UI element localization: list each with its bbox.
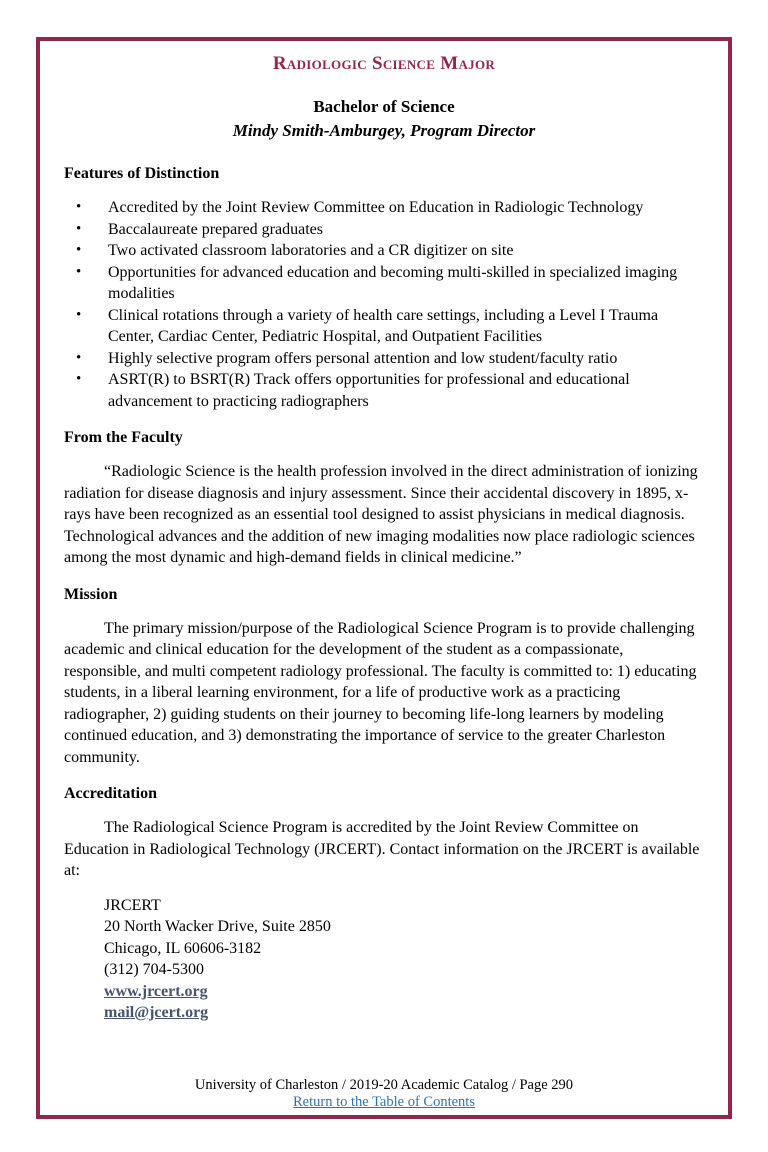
return-to-toc-link[interactable]: Return to the Table of Contents xyxy=(293,1094,475,1110)
list-item: • Opportunities for advanced education and becoming multi-skilled in specialized imaging modalities xyxy=(74,262,704,305)
jrcert-website-link[interactable]: www.jrcert.org xyxy=(104,982,208,1000)
program-director: Mindy Smith-Amburgey, Program Director xyxy=(232,121,536,140)
list-item: • Accredited by the Joint Review Committee on Education in Radiologic Technology xyxy=(74,197,704,219)
features-list xyxy=(74,197,704,412)
faculty-paragraph: “Radiologic Science is the health profession involved in the direct administration of ionizing radiation for disease diagnosis and injury assessment. Since their accidental discovery in 1895, x-rays have been recognized as an essential tool designed to assist physicians in medical diagnosis. Technological advances and the addition of new imaging modalities now place radiologic sciences among the most dynamic and high-demand fields in clinical medicine.” xyxy=(64,463,698,566)
list-item: • Clinical rotations through a variety of health care settings, including a Level I Trauma Center, Cardiac Center, Pediatric Hospital, and Outpatient Facilities xyxy=(74,305,704,348)
contact-name: JRCERT xyxy=(104,896,161,914)
mission-paragraph: The primary mission/purpose of the Radiological Science Program is to provide challenging academic and clinical education for the development of the student as a compassionate, responsible, and multi competent radiology professional. The faculty is committed to: 1) educating students, in a liberal learning environment, for a life of productive work as a practicing radiographer, 2) guiding students on their journey to becoming life-long learners by modeling continued education, and 3) demonstrating the importance of service to the greater Charleston community. xyxy=(64,619,697,766)
contact-address-line1: 20 North Wacker Drive, Suite 2850 xyxy=(104,918,331,935)
degree-subtitle: Bachelor of Science xyxy=(313,97,455,116)
list-item: • Baccalaureate prepared graduates xyxy=(74,219,704,241)
jrcert-email-link[interactable]: mail@jcert.org xyxy=(104,1004,209,1021)
features-heading: Features of Distinction xyxy=(64,165,220,182)
page-title: Radiologic Science Major xyxy=(272,53,496,74)
list-item: • Two activated classroom laboratories and a CR digitizer on site xyxy=(74,240,704,262)
faculty-heading: From the Faculty xyxy=(64,429,183,446)
list-item: • Highly selective program offers personal attention and low student/faculty ratio xyxy=(74,348,704,370)
page-footer xyxy=(40,1077,728,1111)
jrcert-contact-block xyxy=(104,895,704,1024)
list-item: • ASRT(R) to BSRT(R) Track offers opportunities for professional and educational advancement to practicing radiographers xyxy=(74,369,704,412)
page-border xyxy=(36,37,732,1119)
accreditation-heading: Accreditation xyxy=(64,785,158,802)
contact-phone: (312) 704-5300 xyxy=(104,961,204,978)
contact-address-line2: Chicago, IL 60606-3182 xyxy=(104,939,262,957)
mission-heading: Mission xyxy=(64,585,118,603)
page-content xyxy=(64,53,704,1024)
catalog-page-line: University of Charleston / 2019-20 Academic Catalog / Page 290 xyxy=(194,1077,574,1093)
accreditation-paragraph: The Radiological Science Program is accredited by the Joint Review Committee on Education in Radiological Technology (JRCERT). Contact information on the JRCERT is available at: xyxy=(64,819,700,879)
